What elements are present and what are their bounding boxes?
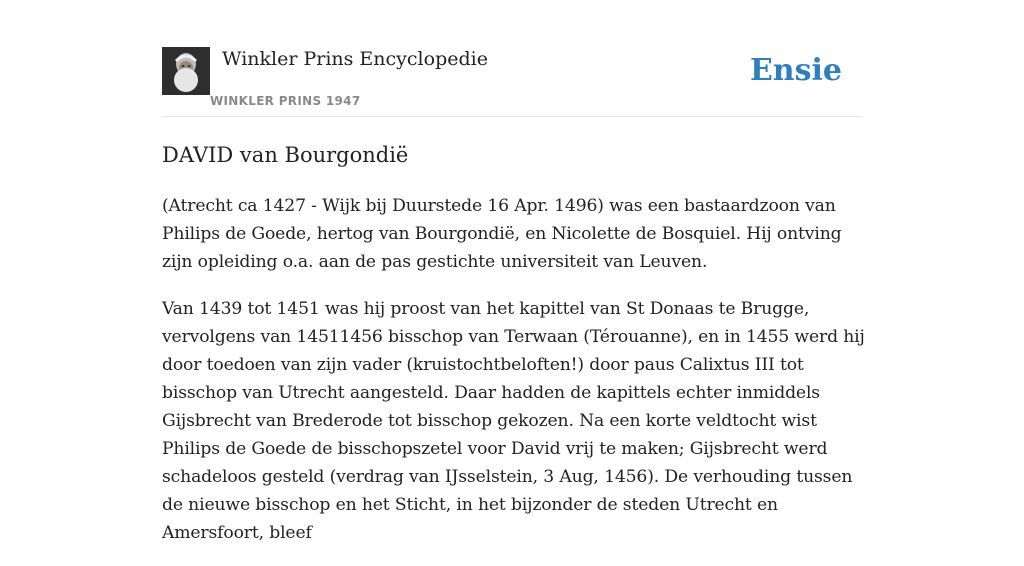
article-body <box>162 192 866 566</box>
paragraph: (Atrecht ca 1427 - Wijk bij Duurstede 16 Apr. 1496) was een bastaardzoon van Philips de Goede, hertog van Bourgondië, en Nicolette de Bosquiel. Hij ontving zijn opleiding o.a. aan de pas gestichte universiteit van Leuven. <box>162 196 842 272</box>
article-title: DAVID van Bourgondië <box>162 143 409 167</box>
bearded-man-portrait-icon[interactable] <box>162 47 210 95</box>
brand-logo[interactable]: Ensie <box>749 53 842 88</box>
site-title[interactable]: Winkler Prins Encyclopedie <box>222 48 488 70</box>
paragraph: Van 1439 tot 1451 was hij proost van het kapittel van St Donaas te Brugge, vervolgens van 14511456 bisschop van Terwaan (Térouanne), en in 1455 werd hij door toedoen van zijn vader (kruistochtbeloften!) door paus Calixtus III tot bisschop van Utrecht aangesteld. Daar hadden de kapittels echter inmiddels Gijsbrecht van Brederode tot bisschop gekozen. Na een korte veldtocht wist Philips de Goede de bisschopszetel voor David vrij te maken; Gijsbrecht werd schadeloos gesteld (verdrag van IJsselstein, 3 Aug, 1456). De verhouding tussen de nieuwe bisschop en het Sticht, in het bijzonder de steden Utrecht en Amersfoort, bleef <box>162 299 865 543</box>
site-header <box>162 46 862 117</box>
source-label: WINKLER PRINS 1947 <box>210 94 361 108</box>
